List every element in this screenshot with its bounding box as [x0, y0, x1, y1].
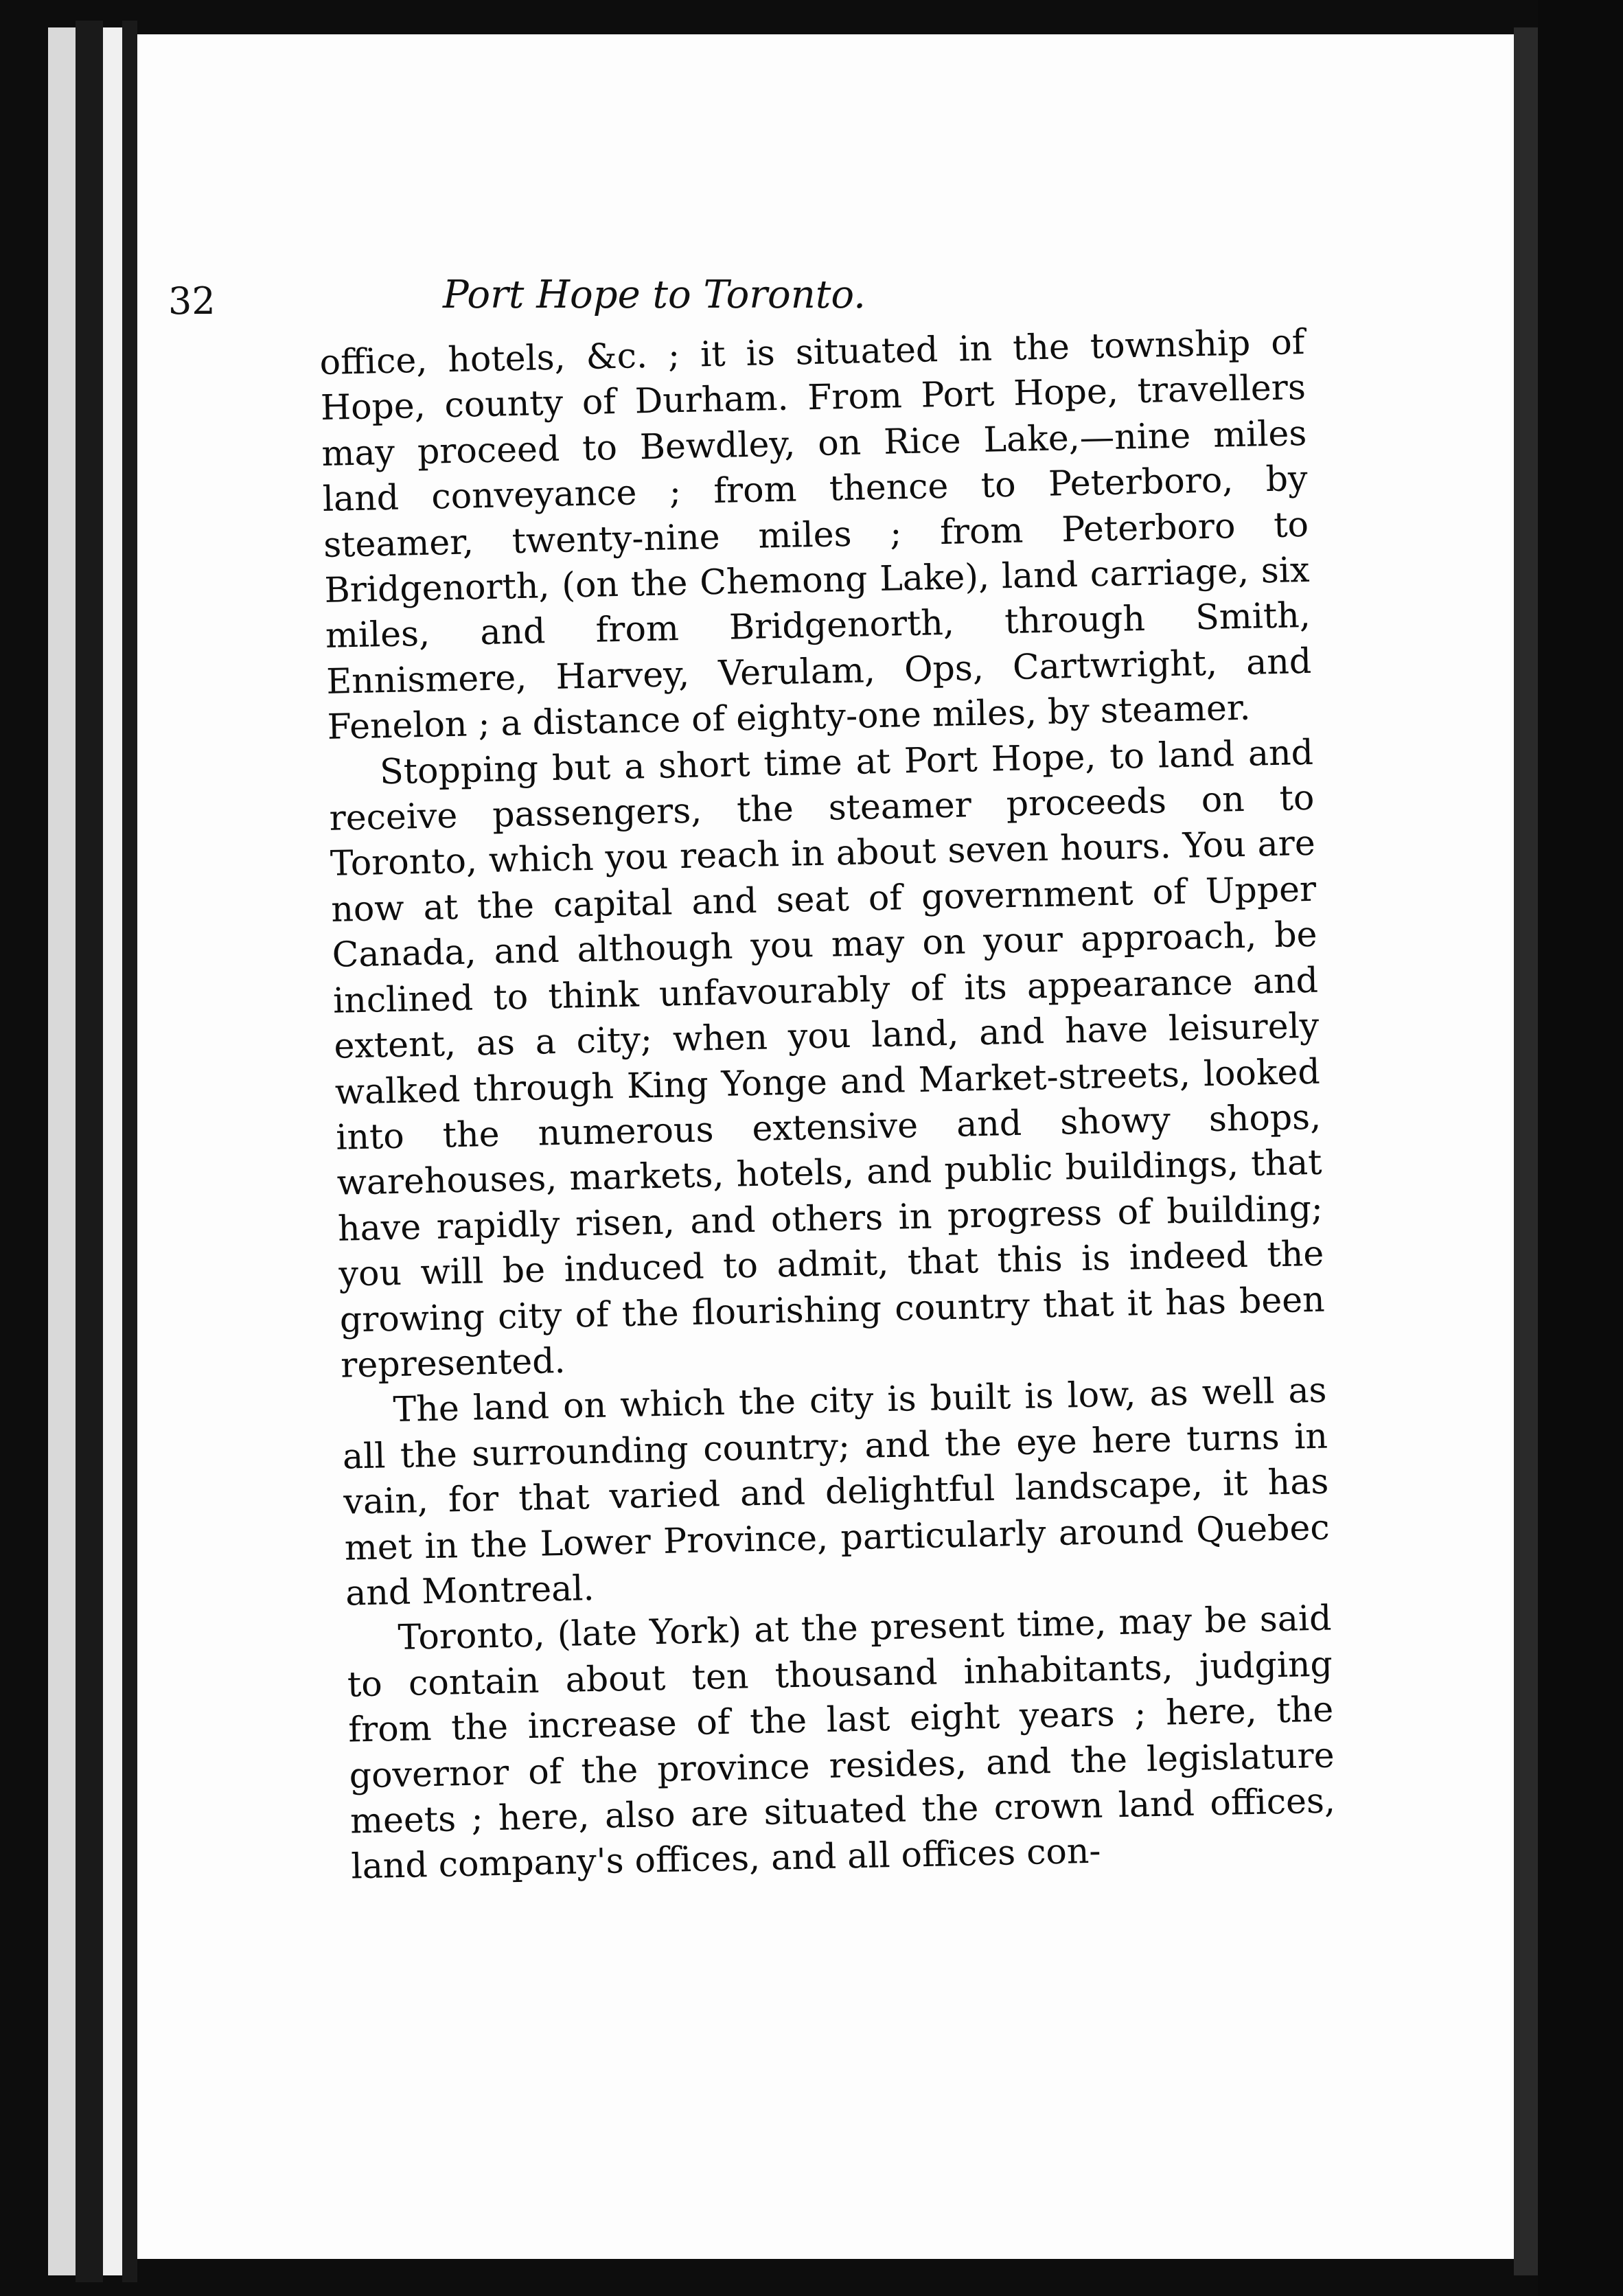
right-background: [1538, 0, 1623, 2296]
paragraph-3: The land on which the city is built is low, as well as all the surrounding country; and the eye here turns in vain, for that varied and delightful landscape, it has met in the Lower Province, particularly around Quebec and Montreal.: [342, 1369, 1331, 1614]
left-page-edge-inner: [103, 27, 122, 2275]
binding-shadow: [76, 21, 103, 2282]
paragraph-1: office, hotels, &c. ; it is situated in the township of Hope, county of Durham. From Port Hope, travellers may proceed to Bewdley, on Rice Lake,—nine miles land conveyance ; from thence to Peterboro, by steamer, twenty-nine miles ; from Peterboro to Bridgenorth, (on the Chemong Lake), land carriage, six miles, and from Bridgenorth, through Smith, Ennismere, Harvey, Verulam, Ops, Cartwright, and Fenelon ; a distance of eighty-one miles, by steamer.: [319, 321, 1312, 748]
paragraph-4: Toronto, (late York) at the present time, may be said to contain about ten thousand inhabitants, judging from the increase of the last eight years ; here, the governor of the province resides, and the legislature meets ; here, also are situated the crown land offices, land company's offices, and all offices con-: [347, 1597, 1336, 1887]
body-text: [319, 319, 1337, 1890]
left-page-edge: [48, 27, 76, 2275]
binding-shadow-inner: [122, 21, 137, 2282]
running-head: Port Hope to Toronto.: [443, 273, 866, 317]
paragraph-2: Stopping but a short time at Port Hope, to land and receive passengers, the steamer proceeds on to Toronto, which you reach in about seven hours. You are now at the capital and seat of government of Upper Canada, and although you may on your approach, be inclined to think unfavourably of its appearance and extent, as a city; when you land, and have leisurely walked through King Yonge and Market-streets, looked into the numerous extensive and showy shops, warehouses, markets, hotels, and public buildings, that have rapidly risen, and others in progress of building; you will be induced to admit, that this is indeed the growing city of the flourishing country that it has been represented.: [328, 731, 1326, 1386]
right-page-edge: [1514, 27, 1541, 2275]
page-number: 32: [168, 279, 216, 323]
